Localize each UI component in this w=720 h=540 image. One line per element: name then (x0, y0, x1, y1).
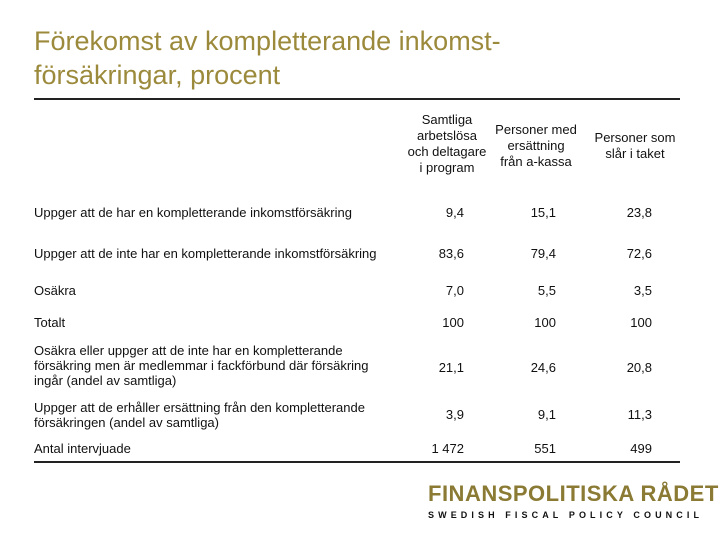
bottom-rule (34, 461, 680, 463)
row-label-line: försäkringen (andel av samtliga) (34, 415, 219, 430)
cell-r1-c3: 23,8 (626, 205, 652, 220)
row-label-total (34, 315, 414, 330)
row-label-line: Totalt (34, 315, 66, 330)
cell-r5-c3: 20,8 (626, 360, 652, 375)
row-label-union-members (34, 343, 414, 388)
row-label-line: Osäkra (34, 283, 76, 298)
cell-r2-c1: 83,6 (438, 246, 464, 261)
row-label-line: Uppger att de har en kompletterande inkomstförsäkring (34, 205, 352, 220)
row-label-interviewed (34, 441, 414, 456)
cell-r4-c2: 100 (534, 315, 556, 330)
row-label-line: Osäkra eller uppger att de inte har en kompletterande (34, 343, 343, 358)
page-title (34, 24, 694, 92)
cell-r3-c3: 3,5 (633, 283, 652, 298)
cell-r1-c2: 15,1 (530, 205, 556, 220)
column-header-a-kassa (486, 122, 586, 170)
cell-r3-c1: 7,0 (445, 283, 464, 298)
row-label-unsure (34, 283, 414, 298)
column-header-line: arbetslösa (417, 128, 477, 143)
column-header-line: från a-kassa (500, 154, 572, 169)
column-header-line: slår i taket (605, 146, 665, 161)
logo-subtitle: SWEDISH FISCAL POLICY COUNCIL (428, 510, 704, 520)
row-label-has-insurance (34, 205, 414, 220)
cell-r2-c3: 72,6 (626, 246, 652, 261)
cell-r4-c1: 100 (442, 315, 464, 330)
organization-logo (428, 481, 719, 520)
cell-r7-c1: 1 472 (431, 441, 464, 456)
logo-wordmark: FINANSPOLITISKA RÅDET (428, 481, 719, 506)
cell-r1-c1: 9,4 (445, 205, 464, 220)
title-line-2: försäkringar, procent (34, 60, 281, 90)
column-header-ceiling (582, 130, 688, 162)
row-label-line: Antal intervjuade (34, 441, 131, 456)
cell-r6-c3: 11,3 (627, 407, 652, 422)
row-label-line: Uppger att de erhåller ersättning från den kompletterande (34, 400, 365, 415)
column-header-line: Samtliga (421, 112, 473, 127)
top-rule (34, 98, 680, 100)
column-header-line: Personer med (495, 122, 577, 137)
column-header-line: i program (419, 160, 475, 175)
row-label-receives-compensation (34, 400, 414, 430)
cell-r5-c1: 21,1 (438, 360, 464, 375)
cell-r7-c3: 499 (630, 441, 652, 456)
cell-r7-c2: 551 (534, 441, 556, 456)
column-header-line: ersättning (507, 138, 565, 153)
cell-r6-c1: 3,9 (445, 407, 464, 422)
row-label-no-insurance (34, 246, 414, 261)
cell-r4-c3: 100 (630, 315, 652, 330)
row-label-line: försäkring men är medlemmar i fackförbund där försäkring (34, 358, 369, 373)
cell-r5-c2: 24,6 (530, 360, 556, 375)
cell-r6-c2: 9,1 (537, 407, 556, 422)
row-label-line: ingår (andel av samtliga) (34, 373, 177, 388)
column-header-line: Personer som (594, 130, 676, 145)
cell-r2-c2: 79,4 (530, 246, 556, 261)
title-line-1: Förekomst av kompletterande inkomst- (34, 26, 501, 56)
row-label-line: Uppger att de inte har en kompletterande inkomstförsäkring (34, 246, 377, 261)
cell-r3-c2: 5,5 (537, 283, 556, 298)
column-header-line: och deltagare (407, 144, 487, 159)
